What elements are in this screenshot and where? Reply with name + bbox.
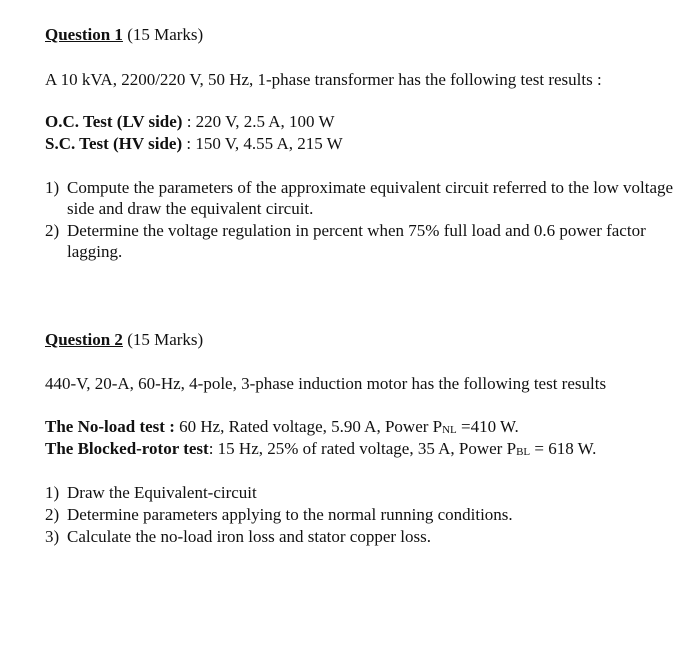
- noload-test-label: The No-load test :: [45, 417, 175, 436]
- question-2-title: [45, 330, 203, 350]
- item-number: 2): [45, 221, 60, 240]
- question-2-item-2: [45, 504, 675, 525]
- blocked-rotor-test-line: [45, 439, 596, 461]
- sc-test-values: : 150 V, 4.55 A, 215 W: [182, 134, 343, 153]
- item-text: Calculate the no-load iron loss and stator copper loss.: [67, 527, 431, 546]
- question-2-marks: (15 Marks): [122, 330, 204, 349]
- oc-test-label: O.C. Test (LV side): [45, 112, 183, 131]
- item-number: 2): [45, 505, 60, 524]
- question-2-heading: Question 2: [45, 330, 123, 349]
- question-1-item-1: [45, 177, 675, 219]
- item-number: 3): [45, 527, 60, 546]
- item-text: Determine the voltage regulation in percent when 75% full load and 0.6 power factor lagging.: [67, 221, 646, 261]
- question-1-title: [45, 25, 203, 45]
- noload-test-line: [45, 417, 519, 439]
- item-text: Determine parameters applying to the normal running conditions.: [67, 505, 513, 524]
- blocked-rotor-test-values: : 15 Hz, 25% of rated voltage, 35 A, Power P: [208, 439, 517, 458]
- blocked-rotor-test-values-end: = 618 W.: [530, 439, 597, 458]
- item-text: Draw the Equivalent-circuit: [67, 483, 257, 502]
- noload-subscript: NL: [442, 424, 457, 436]
- item-number: 1): [45, 483, 60, 502]
- oc-test-values: : 220 V, 2.5 A, 100 W: [182, 112, 335, 131]
- question-1-item-2: [45, 220, 675, 262]
- noload-test-values: 60 Hz, Rated voltage, 5.90 A, Power P: [174, 417, 443, 436]
- question-2-item-3: [45, 526, 675, 547]
- question-1-intro: A 10 kVA, 2200/220 V, 50 Hz, 1-phase transformer has the following test results :: [45, 70, 602, 89]
- question-2-item-1: [45, 482, 675, 503]
- noload-test-values-end: =410 W.: [456, 417, 519, 436]
- blocked-subscript: BL: [516, 446, 531, 458]
- question-1-marks: (15 Marks): [122, 25, 204, 44]
- question-1-heading: Question 1: [45, 25, 123, 44]
- item-number: 1): [45, 178, 60, 197]
- sc-test-line: [45, 134, 343, 154]
- item-text: Compute the parameters of the approximate equivalent circuit referred to the low voltage side and draw the equivalent circuit.: [67, 178, 674, 218]
- question-2-intro: 440-V, 20-A, 60-Hz, 4-pole, 3-phase induction motor has the following test results: [45, 374, 607, 393]
- blocked-rotor-test-label: The Blocked-rotor test: [45, 439, 209, 458]
- oc-test-line: [45, 112, 335, 132]
- sc-test-label: S.C. Test (HV side): [45, 134, 183, 153]
